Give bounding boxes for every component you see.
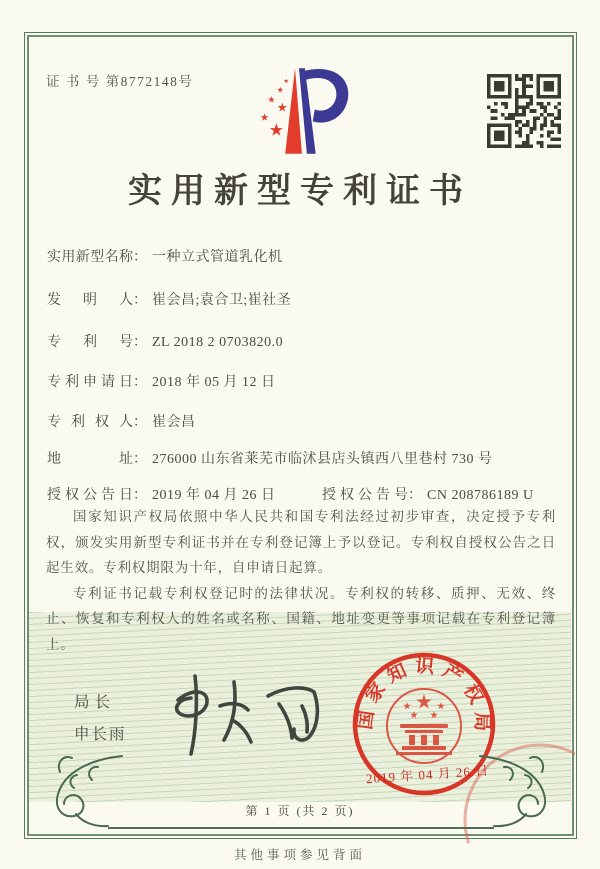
field-label: 专利申请日 [47,375,133,390]
qr-code [487,74,561,148]
national-emblem-icon [387,689,461,763]
colon: ： [133,335,147,350]
back-side-note: 其他事项参见背面 [233,848,366,862]
field-label: 授权公告日 [47,488,133,503]
commissioner-signature [148,664,333,768]
field-value: 崔会昌;袁合卫;崔社圣 [152,293,292,308]
corner-flourish-left-icon [44,752,126,834]
field-label: 地址 [47,452,133,467]
colon: ： [133,488,147,503]
logo-stars-icon [261,78,289,135]
legal-paragraph-1: 国家知识产权局依照中华人民共和国专利法经过初步审查，决定授予专利权，颁发实用新型专利证书并在专利登记簿上予以登记。专利权自授权公告之日起生效。专利权期限为十年，自申请日起算。 [46,509,556,575]
certificate-number: 证 书 号 第8772148号 [46,74,194,89]
field-row-patentee [47,411,553,431]
field-row-patent-number [47,331,553,351]
field-value: 276000 山东省莱芜市临沭县店头镇西八里巷村 730 号 [152,452,493,467]
field-label: 专利权人 [47,415,133,430]
legal-text [46,504,556,657]
colon: ： [133,452,147,467]
field-label: 专利号 [47,335,133,350]
grant-number-pair [322,484,534,504]
field-value: CN 208786189 U [427,488,534,503]
field-row-address [47,448,553,468]
field-row-inventors [47,289,553,309]
field-label: 实用新型名称 [47,250,133,265]
page-number: 第 1 页 (共 2 页) [245,804,355,818]
colon: ： [133,250,147,265]
legal-paragraph-2: 专利证书记载专利权登记时的法律状况。专利权的转移、质押、无效、终止、恢复和专利权人的姓名或名称、国籍、地址变更等事项记载在专利登记簿上。 [46,585,556,652]
colon: ： [133,293,147,308]
colon: ： [408,488,422,503]
field-label: 授权公告号 [322,488,408,503]
corner-flourish-right-icon [476,752,558,834]
field-value: 一种立式管道乳化机 [152,250,283,265]
commissioner-name-label: 申长雨 [74,726,127,743]
field-value: 2018 年 05 月 12 日 [152,375,276,390]
colon: ： [133,415,147,430]
seal-date: 2019 年 04 月 26 日 [365,762,490,787]
field-label: 发明人 [47,293,133,308]
colon: ： [133,375,147,390]
cnipa-patent-logo-icon [238,64,356,160]
field-row-name [47,246,553,266]
certificate-title: 实用新型专利证书 [128,173,472,210]
field-row-filing-date [47,371,553,391]
field-row-grant [47,484,553,504]
field-value: 2019 年 04 月 26 日 [152,488,276,503]
seal-text: 国家知识产权局 [354,655,493,739]
field-value: 崔会昌 [152,415,196,430]
field-value: ZL 2018 2 0703820.0 [152,335,284,350]
ornamental-bottom-rule [108,827,494,829]
commissioner-role-label: 局长 [74,694,116,711]
